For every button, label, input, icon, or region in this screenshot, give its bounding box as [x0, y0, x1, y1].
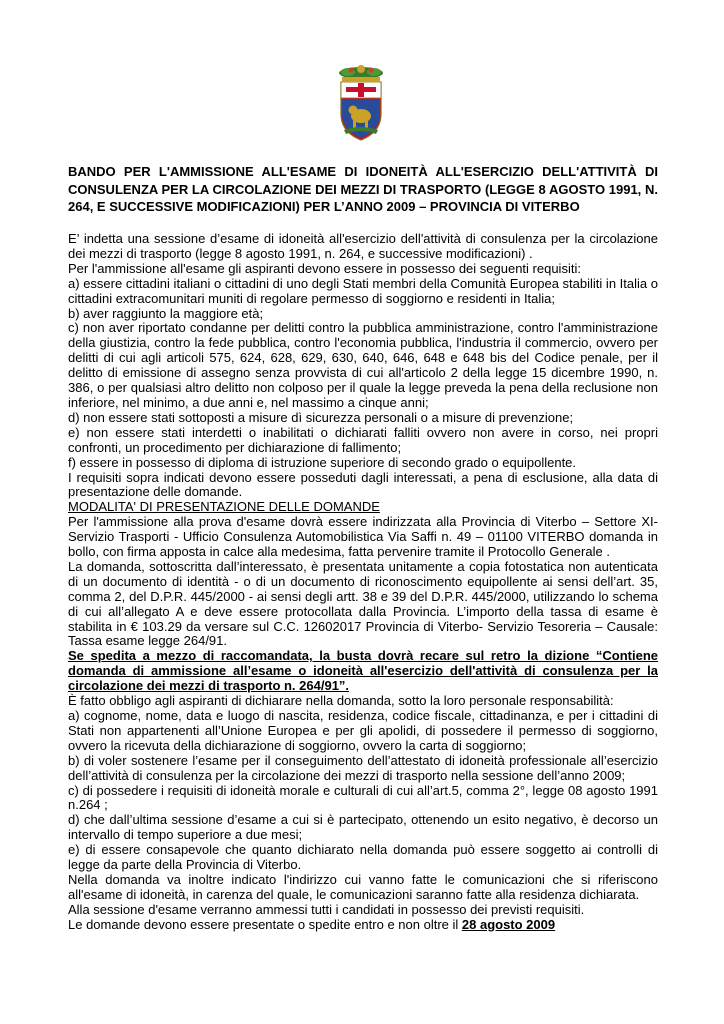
declaration-d: d) che dall’ultima sessione d’esame a cui si è partecipato, ottenendo un esito negativo, è decorso un intervallo di tempo superiore a due mesi; — [68, 812, 658, 843]
declaration-e: e) di essere consapevole che quanto dichiarato nella domanda può essere soggetto ai controlli di legge da parte della Provincia di Viterbo. — [68, 842, 658, 873]
declarations-intro: È fatto obbligo agli aspiranti di dichiarare nella domanda, sotto la loro personale responsabilità: — [68, 693, 614, 709]
address-paragraph: Nella domanda va inoltre indicato l'indirizzo cui vanno fatte le comunicazioni che si riferiscono all'esame di idoneità, in carenza del quale, le comunicazioni saranno fatte alla residenza dichiarata. — [68, 871, 658, 902]
document-body — [68, 232, 658, 933]
requirement-e: e) non essere stati interdetti o inabilitati o dichiarati falliti ovvero non avere in corso, nei propri confronti, un procedimento per dichiarazione di fallimento; — [68, 424, 658, 455]
deadline-paragraph — [68, 918, 658, 933]
crown-wreath — [339, 65, 383, 81]
section-heading: MODALITA' DI PRESENTAZIONE DELLE DOMANDE — [68, 499, 380, 515]
requirement-f: f) essere in possesso di diploma di istruzione superiore di secondo grado o equipollente. — [68, 454, 577, 470]
provincia-crest-logo — [336, 64, 386, 142]
deadline-text: Le domande devono essere presentate o spedite entro e non oltre il — [68, 916, 462, 932]
document-title: BANDO PER L'AMMISSIONE ALL'ESAME DI IDONEITÀ ALL'ESERCIZIO DELL'ATTIVITÀ DI CONSULENZA PER LA CIRCOLAZIONE DEI MEZZI DI TRASPORTO (LEGGE 8 AGOSTO 1991, N. 264, E SUCCESSIVE MODIFICAZIONI) PER L’ANNO 2009 – PROVINCIA DI VITERBO — [68, 164, 658, 214]
requirements-note: I requisiti sopra indicati devono essere posseduti dagli interessati, a pena di esclusione, alla data di presentazione delle domande. — [68, 469, 658, 500]
requirements-intro: Per l'ammissione all'esame gli aspiranti devono essere in possesso dei seguenti requisiti: — [68, 260, 581, 276]
declaration-a: a) cognome, nome, data e luogo di nascita, residenza, codice fiscale, cittadinanza, e per i cittadini di Stati non appartenenti all’Unione Europea e per gli apolidi, di possedere il permesso di soggiorno, ovvero la ricevuta della dichiarazione di soggiorno, ovvero la carta di soggiorno; — [68, 708, 658, 753]
deadline-date: 28 agosto 2009 — [461, 916, 556, 932]
requirement-b: b) aver raggiunto la maggiore età; — [68, 305, 264, 321]
admission-paragraph: Alla sessione d'esame verranno ammessi tutti i candidati in possesso dei previsti requisiti. — [68, 901, 585, 917]
requirement-c: c) non aver riportato condanne per delitti contro la pubblica amministrazione, contro l'amministrazione della giustizia, contro la fede pubblica, contro l'economia pubblica, l'industria il commercio, ovvero per delitti di cui agli articoli 575, 624, 628, 629, 630, 640, 646, 648 e 648 bis del Codice penale, per il delitto di emissione di assegno senza provvista di cui all'articolo 2 della legge 15 dicembre 1990, n. 386, o per qualsiasi altro delitto non colposo per il quale la legge preveda la pena della reclusione non inferiore, nel minimo, a due anni e, nel massimo a cinque anni; — [68, 320, 658, 410]
declaration-b: b) di voler sostenere l’esame per il conseguimento dell’attestato di idoneità professionale all’esercizio dell’attività di consulenza per la circolazione dei mezzi di trasporto nella sessione dell’anno 2009; — [68, 752, 658, 783]
registered-mail-notice: Se spedita a mezzo di raccomandata, la busta dovrà recare sul retro la dizione “Contiene domanda di ammissione all’esame o idoneità all'esercizio dell'attività di consulenza per la circolazione dei mezzi di trasporto n. 264/91”. — [68, 648, 658, 694]
requirement-d: d) non essere stati sottoposti a misure dì sicurezza personali o a misure di prevenzione; — [68, 409, 574, 425]
declaration-c: c) di possedere i requisiti di idoneità morale e culturali di cui all’art.5, comma 2°, legge 08 agosto 1991 n.264 ; — [68, 782, 658, 813]
intro-paragraph: E’ indetta una sessione d’esame di idoneità all'esercizio dell'attività di consulenza per la circolazione dei mezzi di trasporto (legge 8 agosto 1991, n. 264, e successive modificazioni) . — [68, 231, 658, 261]
requirement-a: a) essere cittadini italiani o cittadini di uno degli Stati membri della Comunità Europea stabiliti in Italia o cittadini extracomunitari muniti di regolare permesso di soggiorno e residenti in Italia; — [68, 275, 658, 306]
documents-paragraph: La domanda, sottoscritta dall’interessato, è presentata unitamente a copia fotostatica non autenticata di un documento di identità - o di un documento di riconoscimento equipollente ai sensi dell’art. 35, comma 2, del D.P.R. 445/2000 - ai sensi degli artt. 38 e 39 del D.P.R. 445/2000, utilizzando lo schema di cui all’allegato A e deve essere protocollata dalla Provincia. L’importo della tassa di esame è stabilita in € 103.29 da versare sul C.C. 12602017 Provincia di Viterbo- Servizio Tesoreria – Causale: Tassa esame legge 264/91. — [68, 558, 658, 649]
submission-paragraph: Per l'ammissione alla prova d'esame dovrà essere indirizzata alla Provincia di Viterbo – Settore XI- Servizio Trasporti - Ufficio Consulenza Automobilistica Via Saffi n. 49 – 01100 VITERBO domanda in bollo, con firma apposta in calce alla medesima, fatta pervenire tramite il Protocollo Generale . — [68, 514, 658, 560]
